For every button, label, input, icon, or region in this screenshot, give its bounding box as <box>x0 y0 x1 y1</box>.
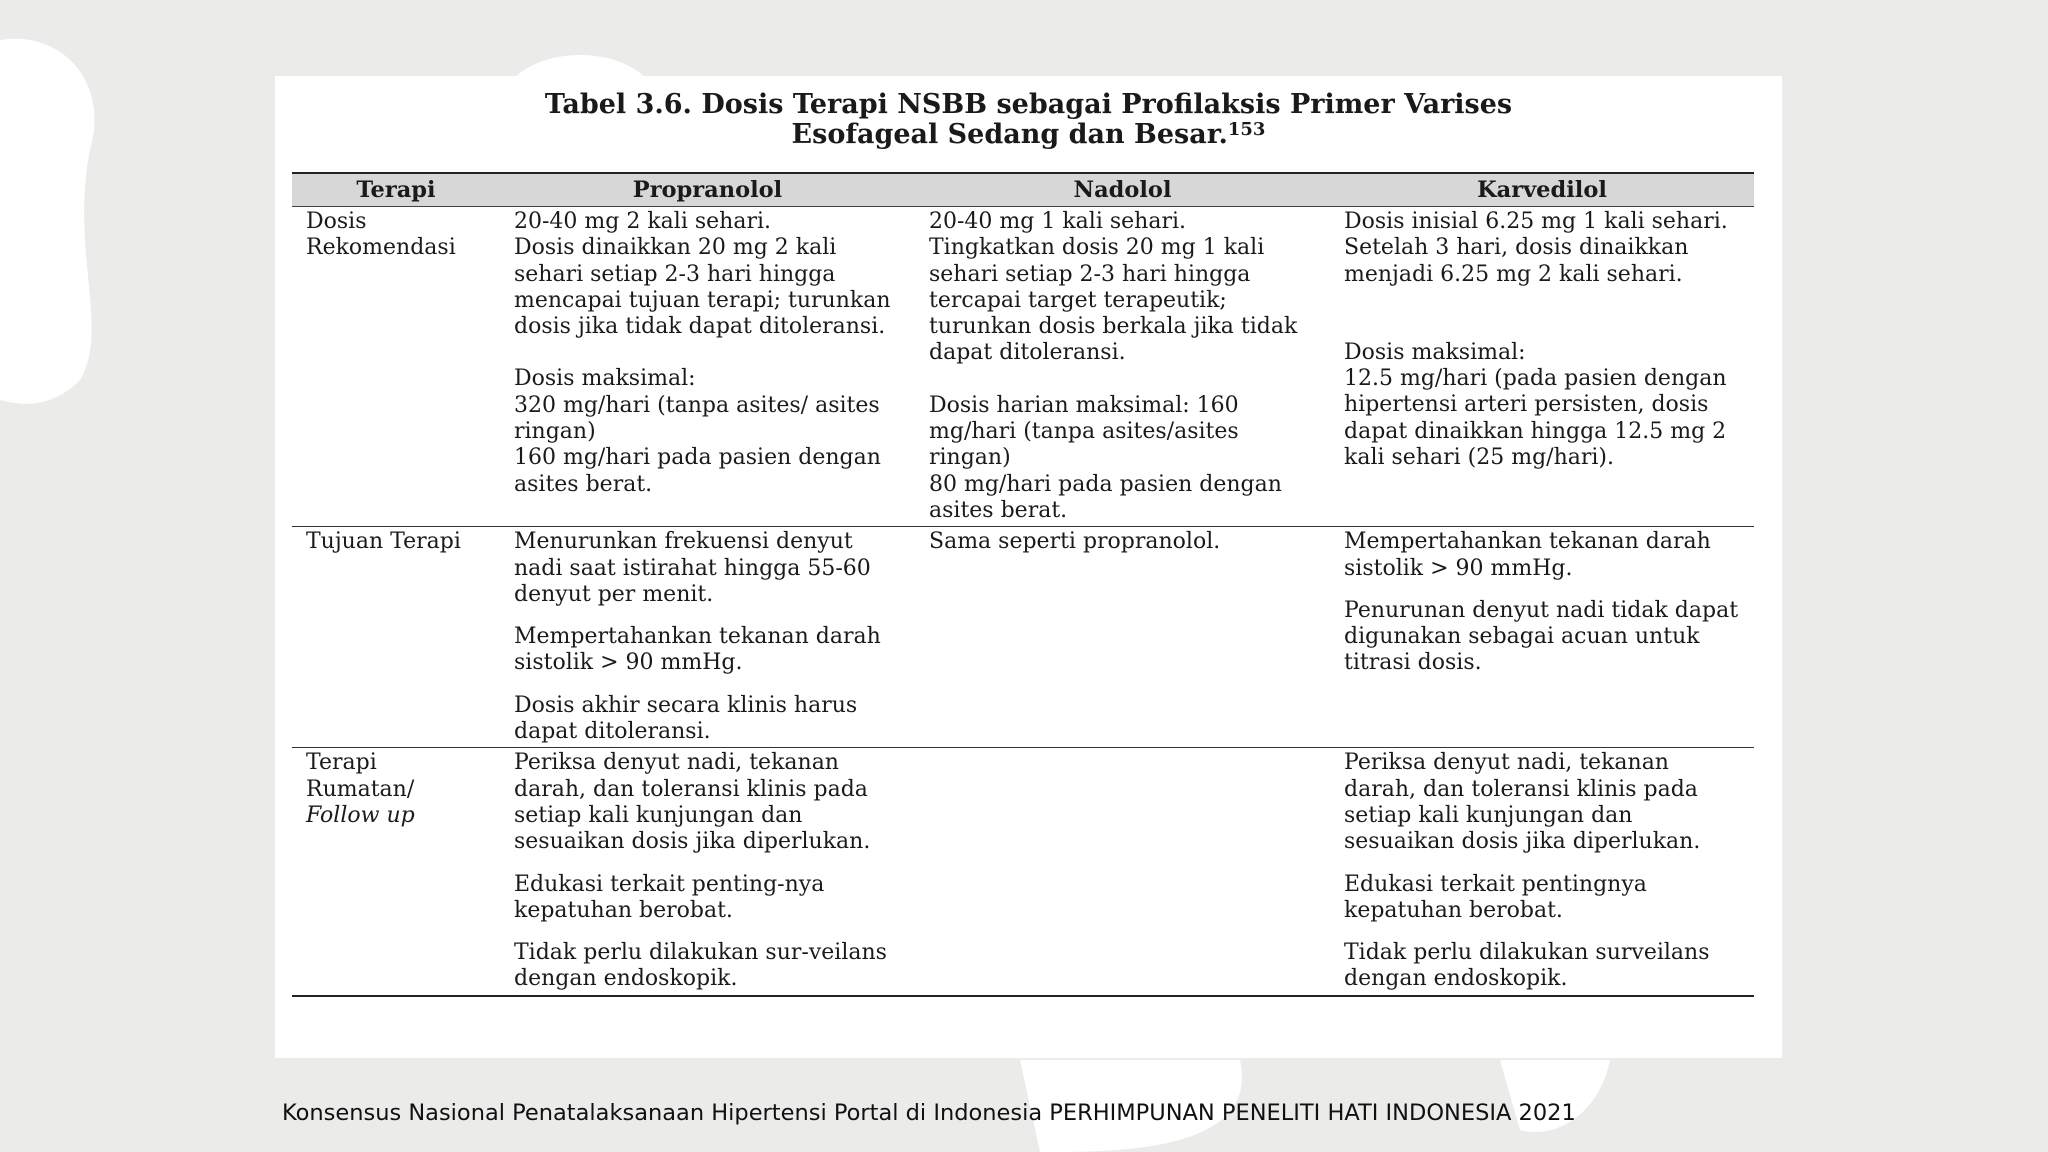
cell-paragraph: Periksa denyut nadi, tekanan darah, dan toleransi klinis pada setiap kali kunjungan dan sesuaikan dosis jika diperlukan. <box>1344 750 1701 855</box>
table-title <box>275 90 1782 150</box>
cell-paragraph: Dosis inisial 6.25 mg 1 kali sehari. <box>1344 209 1728 234</box>
cell-paragraph: Setelah 3 hari, dosis dinaikkan menjadi 6.25 mg 2 kali sehari. <box>1344 235 1689 287</box>
cell-nadolol-tujuan <box>915 527 1330 748</box>
cell-paragraph: 20-40 mg 1 kali sehari. <box>929 209 1186 234</box>
cell-paragraph: Tidak perlu dilakukan sur-veilans dengan endoskopik. <box>514 940 887 992</box>
row-label-line: Dosis <box>306 209 367 234</box>
cell-paragraph: Dosis dinaikkan 20 mg 2 kali sehari setiap 2-3 hari hingga mencapai tujuan terapi; turunkan dosis jika tidak dapat ditoleransi. <box>514 235 891 340</box>
cell-paragraph: 12.5 mg/hari (pada pasien dengan hipertensi arteri persisten, dosis dapat dinaikkan hingga 12.5 mg 2 kali sehari (25 mg/hari). <box>1344 366 1727 471</box>
table-title-line-2 <box>275 120 1782 150</box>
header-karvedilol: Karvedilol <box>1330 173 1754 207</box>
header-propranolol: Propranolol <box>500 173 915 207</box>
table-row-dosis-rekomendasi <box>292 207 1754 527</box>
cell-nadolol-dosis <box>915 207 1330 527</box>
cell-paragraph: Periksa denyut nadi, tekanan darah, dan toleransi klinis pada setiap kali kunjungan dan sesuaikan dosis jika diperlukan. <box>514 750 871 855</box>
table-row-terapi-rumatan <box>292 748 1754 996</box>
cell-paragraph: Edukasi terkait penting-nya kepatuhan berobat. <box>514 871 825 923</box>
cell-paragraph: Dosis harian maksimal: 160 mg/hari (tanpa asites/asites ringan) <box>929 392 1239 471</box>
cell-paragraph: 20-40 mg 2 kali sehari. <box>514 209 771 234</box>
cell-paragraph: Mempertahankan tekanan darah sistolik > 90 mmHg. <box>514 624 881 676</box>
table-document <box>275 76 1782 1058</box>
cell-paragraph: Mempertahankan tekanan darah sistolik > 90 mmHg. <box>1344 529 1711 581</box>
cell-paragraph: 80 mg/hari pada pasien dengan asites berat. <box>929 471 1282 523</box>
cell-nadolol-rumatan <box>915 748 1330 996</box>
row-label-line: Tujuan Terapi <box>306 529 461 555</box>
dose-table <box>292 172 1754 997</box>
header-terapi: Terapi <box>292 173 500 207</box>
cell-paragraph: Penurunan denyut nadi tidak dapat digunakan sebagai acuan untuk titrasi dosis. <box>1344 597 1739 676</box>
header-nadolol: Nadolol <box>915 173 1330 207</box>
decor-shape-left <box>0 39 94 404</box>
cell-paragraph: Tingkatkan dosis 20 mg 1 kali sehari setiap 2-3 hari hingga tercapai target terapeutik; turunkan dosis berkala jika tidak dapat ditoleransi. <box>929 235 1298 366</box>
table-title-line-2-text: Esofageal Sedang dan Besar. <box>791 119 1228 150</box>
row-label-dosis-rekomendasi <box>292 207 500 527</box>
cell-paragraph: Sama seperti propranolol. <box>929 529 1221 555</box>
cell-paragraph: 320 mg/hari (tanpa asites/ asites ringan) <box>514 392 880 445</box>
row-label-terapi-rumatan <box>292 748 500 996</box>
cell-propranolol-tujuan <box>500 527 915 748</box>
cell-paragraph: 160 mg/hari pada pasien dengan asites berat. <box>514 445 881 497</box>
cell-karvedilol-rumatan <box>1330 748 1754 996</box>
cell-paragraph: Dosis akhir secara klinis harus dapat ditoleransi. <box>514 692 858 745</box>
cell-paragraph: Dosis maksimal: <box>514 366 696 392</box>
cell-paragraph: Menurunkan frekuensi denyut nadi saat istirahat hingga 55-60 denyut per menit. <box>514 529 871 607</box>
table-title-reference: 153 <box>1227 119 1266 140</box>
row-label-line: Rekomendasi <box>306 235 456 261</box>
table-row-tujuan-terapi <box>292 527 1754 748</box>
row-label-line: Rumatan/ <box>306 776 415 802</box>
row-label-tujuan-terapi <box>292 527 500 748</box>
cell-paragraph: Tidak perlu dilakukan surveilans dengan endoskopik. <box>1344 940 1710 992</box>
cell-paragraph: Edukasi terkait pentingnya kepatuhan berobat. <box>1344 871 1647 923</box>
row-label-line: Terapi <box>306 750 377 776</box>
cell-propranolol-dosis <box>500 207 915 527</box>
cell-propranolol-rumatan <box>500 748 915 996</box>
table-header-row <box>292 173 1754 207</box>
cell-karvedilol-tujuan <box>1330 527 1754 748</box>
footer-caption: Konsensus Nasional Penatalaksanaan Hipertensi Portal di Indonesia PERHIMPUNAN PENELITI HATI INDONESIA 2021 <box>282 1100 1576 1126</box>
table-title-line-1: Tabel 3.6. Dosis Terapi NSBB sebagai Profilaksis Primer Varises <box>544 89 1513 120</box>
row-label-line: Follow up <box>306 802 415 828</box>
cell-paragraph: Dosis maksimal: <box>1344 339 1526 365</box>
cell-karvedilol-dosis <box>1330 207 1754 527</box>
